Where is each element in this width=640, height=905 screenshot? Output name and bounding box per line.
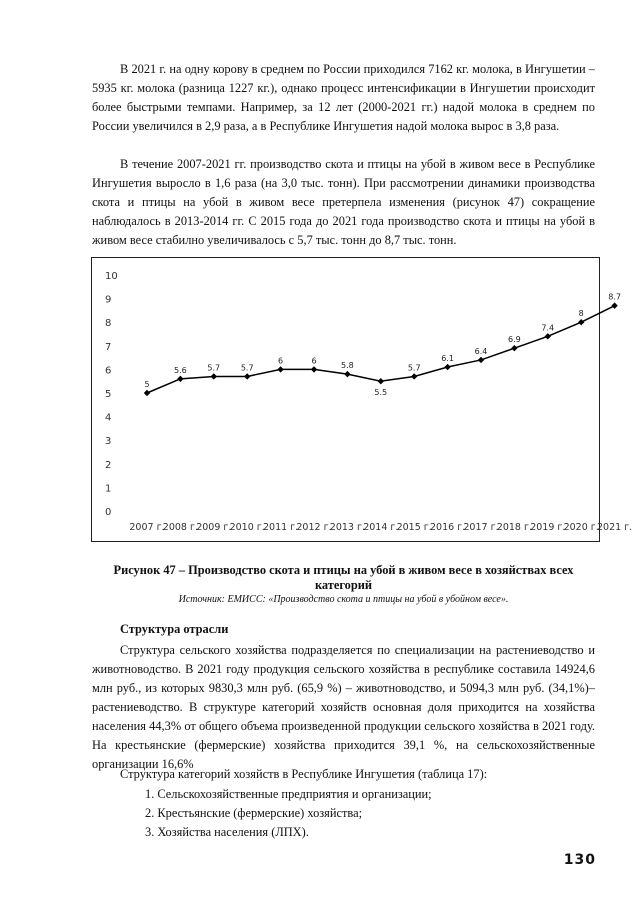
data-point (311, 366, 317, 372)
y-tick-label: 1 (105, 483, 112, 495)
data-label: 8 (578, 309, 584, 319)
data-point (344, 371, 350, 377)
paragraph-industry-structure: Структура сельского хозяйства подразделяется по специализации на растениеводство и животноводство. В 2021 году продукция сельского хозяйства в республике составила 14924,6 млн руб., из которых 9830,3 млн руб. (65,9 %) – животноводство, и 5094,3 млн руб. (34,1%)– растениеводство. В структуре категорий хозяйств основная доля приходится на хозяйства населения 44,3% от общего объема произведенной продукции сельского хозяйства в 2021 году. На крестьянские (фермерские) хозяйства приходится 39,1 %, на сельскохозяйственные организации 16,6% (92, 643, 595, 771)
data-label: 6.9 (508, 335, 521, 345)
x-tick-label: 2007 г. (129, 522, 165, 533)
y-tick-label: 6 (105, 365, 112, 377)
data-point (244, 373, 250, 379)
x-tick-label: 2009 г. (196, 522, 232, 533)
y-tick-label: 8 (105, 318, 112, 330)
x-tick-label: 2012 г. (296, 522, 332, 533)
list-item: 3. Хозяйства населения (ЛПХ). (145, 825, 309, 839)
data-label: 5 (144, 380, 150, 389)
y-tick-label: 0 (105, 507, 112, 518)
data-point (211, 373, 217, 379)
data-point (277, 366, 283, 372)
data-point (378, 378, 384, 384)
line-chart (92, 258, 633, 541)
data-label: 5.7 (207, 363, 221, 373)
list-item: 2. Крестьянские (фермерские) хозяйства; (145, 806, 363, 820)
x-tick-label: 2011 г. (262, 522, 299, 533)
data-label: 5.7 (240, 363, 254, 373)
y-tick-label: 2 (105, 459, 112, 471)
x-tick-label: 2019 г. (530, 522, 566, 533)
x-tick-label: 2014 г. (363, 522, 399, 533)
data-point (511, 345, 517, 351)
data-label: 5.7 (407, 363, 421, 373)
paragraph-livestock-production: В течение 2007-2021 гг. производство скота и птицы на убой в живом весе в Республике Ингушетия выросло в 1,6 раза (на 3,0 тыс. тонн). При рассмотрении динамики производства скота и птицы на убой в живом весе претерпела изменения (рисунок 47) сокращение наблюдалось в 2013-2014 гг. С 2015 года до 2021 года производство скота и птицы на убой в живом весе стабилно увеличивалось с 5,7 тыс. тонн до 8,7 тыс. тонн. (92, 157, 595, 247)
data-label: 5.5 (374, 388, 388, 398)
data-point (177, 376, 183, 382)
page-number: 130 (563, 852, 596, 868)
data-label: 6 (311, 356, 317, 366)
y-tick-label: 4 (105, 412, 112, 424)
y-tick-label: 3 (105, 436, 112, 448)
x-tick-label: 2018 г. (496, 522, 533, 533)
x-tick-label: 2008 г. (162, 522, 199, 533)
y-tick-label: 10 (105, 271, 118, 282)
data-point (444, 364, 450, 370)
x-tick-label: 2016 г. (429, 522, 466, 533)
paragraph-milk-yield: В 2021 г. на одну корову в среднем по России приходился 7162 кг. молока, в Ингушетии – 5935 кг. молока (разница 1227 кг.), однако процесс интенсификации в Ингушетии происходит более быстрыми темпами. Например, за 12 лет (2000-2021 гг.) надой молока в среднем по России увеличился в 2,9 раза, а в Республике Ингушетия надой молока вырос в 3,8 раза. (92, 62, 595, 133)
x-tick-label: 2010 г. (229, 522, 265, 533)
category-list (145, 785, 432, 842)
paragraph-structure-intro: Структура категорий хозяйств в Республике Ингушетия (таблица 17): (120, 767, 488, 781)
y-tick-label: 9 (105, 294, 112, 306)
y-tick-label: 5 (105, 389, 112, 400)
list-item: 1. Сельскохозяйственные предприятия и организации; (145, 787, 432, 801)
data-point (144, 390, 150, 396)
data-point (578, 319, 584, 325)
data-label: 7.4 (541, 323, 555, 333)
x-tick-label: 2021 г. (596, 522, 633, 533)
data-point (478, 357, 484, 363)
data-label: 6.1 (441, 354, 454, 364)
data-label: 6 (278, 356, 284, 366)
section-heading: Структура отрасли (120, 622, 229, 636)
chart-livestock-production (91, 257, 633, 542)
x-tick-label: 2020 г. (563, 522, 599, 533)
x-tick-label: 2013 г. (329, 522, 366, 533)
figure-source: Источник: ЕМИСС: «Производство скота и птицы на убой в убойном весе». (178, 594, 509, 605)
data-label: 6.4 (474, 346, 488, 356)
data-label: 5.8 (341, 361, 354, 371)
data-point (545, 333, 551, 339)
figure-caption: Рисунок 47 – Производство скота и птицы на убой в живом весе в хозяйствах всех категорий (113, 563, 574, 592)
data-point (411, 373, 417, 379)
data-point (611, 302, 617, 308)
x-tick-label: 2015 г. (396, 522, 432, 533)
y-tick-label: 7 (105, 341, 112, 353)
data-label: 8.7 (608, 292, 621, 302)
data-label: 5.6 (174, 365, 187, 375)
x-tick-label: 2017 г. (463, 522, 499, 533)
